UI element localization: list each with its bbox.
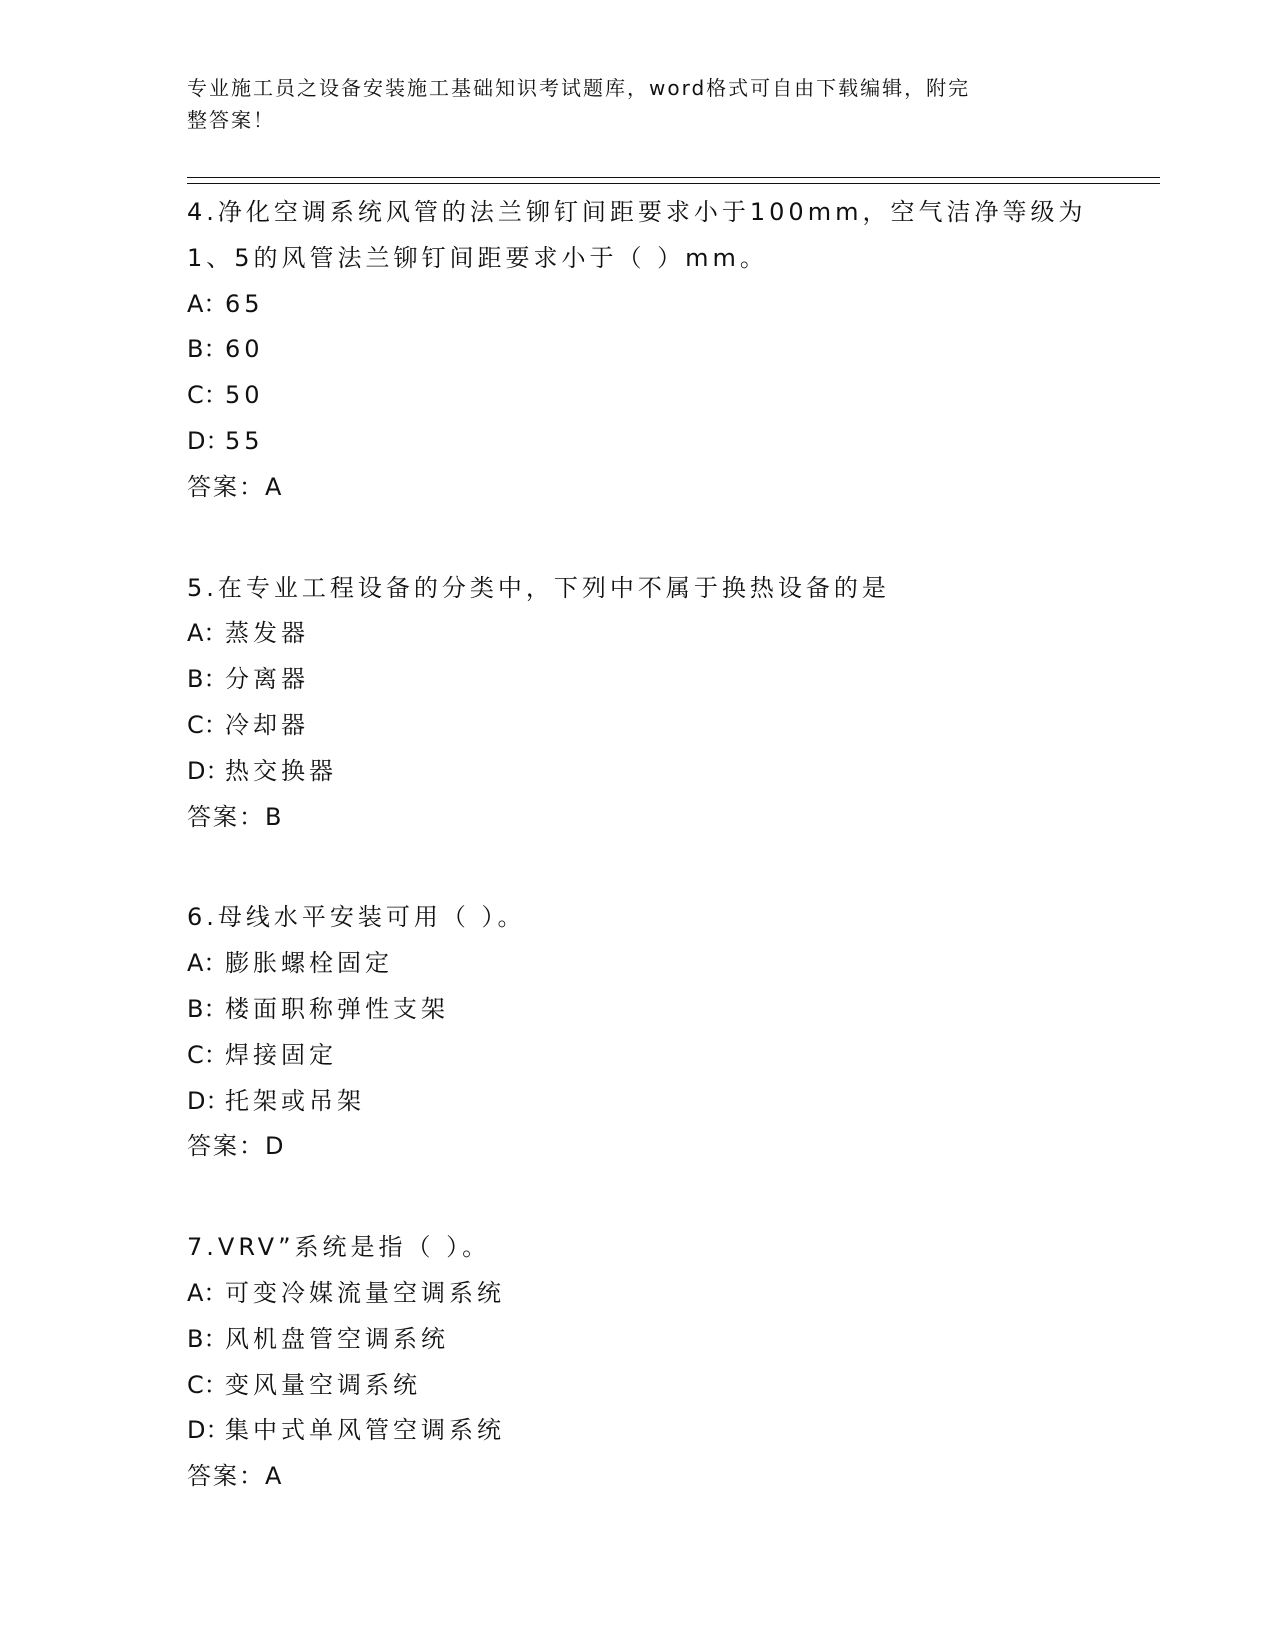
option-a <box>187 611 1147 657</box>
header-line-1: 专业施工员之设备安装施工基础知识考试题库，word格式可自由下载编辑，附完 <box>187 76 971 100</box>
option-text: 膨胀螺栓固定 <box>225 949 393 978</box>
option-d <box>187 419 1147 465</box>
option-a <box>187 941 1147 987</box>
option-d <box>187 1408 1147 1454</box>
option-text: 热交换器 <box>225 756 337 785</box>
answer-label: 答案： <box>187 472 265 501</box>
option-a <box>187 282 1147 328</box>
option-text: 可变冷媒流量空调系统 <box>225 1278 505 1307</box>
answer-value: A <box>265 1462 284 1491</box>
option-c <box>187 1363 1147 1409</box>
answer-line <box>187 1124 1147 1170</box>
option-text: 焊接固定 <box>225 1040 337 1069</box>
option-letter: A： <box>187 949 228 978</box>
option-letter: D： <box>187 1086 230 1115</box>
option-text: 楼面职称弹性支架 <box>225 994 449 1023</box>
answer-value: D <box>265 1132 286 1161</box>
option-letter: A： <box>187 619 228 648</box>
question-5 <box>187 566 1147 841</box>
answer-label: 答案： <box>187 1462 265 1491</box>
question-7 <box>187 1225 1147 1500</box>
answer-line <box>187 465 1147 511</box>
option-b <box>187 987 1147 1033</box>
option-text: 蒸发器 <box>225 619 309 648</box>
header-line-2: 整答案！ <box>187 108 275 132</box>
question-4 <box>187 190 1147 511</box>
option-a <box>187 1271 1147 1317</box>
header-divider-bottom <box>187 183 1160 184</box>
option-letter: C： <box>187 1040 228 1069</box>
answer-label: 答案： <box>187 1132 265 1161</box>
option-letter: C： <box>187 381 228 410</box>
option-text: 变风量空调系统 <box>225 1370 421 1399</box>
option-letter: B： <box>187 1324 228 1353</box>
answer-value: A <box>265 472 284 501</box>
answer-value: B <box>265 802 284 831</box>
question-stem-continued: 1、5的风管法兰铆钉间距要求小于（ ）mm。 <box>187 243 768 272</box>
option-c <box>187 1033 1147 1079</box>
option-text: 集中式单风管空调系统 <box>225 1416 505 1445</box>
option-d <box>187 749 1147 795</box>
option-letter: B： <box>187 994 228 1023</box>
option-b <box>187 657 1147 703</box>
question-list <box>187 190 1147 1555</box>
question-stem: 7.VRV”系统是指（ ）。 <box>187 1233 491 1262</box>
option-text: 50 <box>225 381 264 410</box>
option-text: 托架或吊架 <box>225 1086 365 1115</box>
option-c <box>187 373 1147 419</box>
option-letter: A： <box>187 289 228 318</box>
header-divider-top <box>187 177 1160 178</box>
option-b <box>187 327 1147 373</box>
option-d <box>187 1079 1147 1125</box>
question-stem: 6.母线水平安装可用（ ）。 <box>187 903 526 932</box>
option-letter: D： <box>187 756 230 785</box>
option-text: 65 <box>225 289 264 318</box>
option-letter: B： <box>187 335 228 364</box>
answer-label: 答案： <box>187 802 265 831</box>
option-letter: B： <box>187 665 228 694</box>
option-text: 分离器 <box>225 665 309 694</box>
option-text: 风机盘管空调系统 <box>225 1324 449 1353</box>
option-text: 冷却器 <box>225 710 309 739</box>
option-letter: D： <box>187 1416 230 1445</box>
option-letter: C： <box>187 710 228 739</box>
question-stem: 5.在专业工程设备的分类中，下列中不属于换热设备的是 <box>187 573 890 602</box>
answer-line <box>187 795 1147 841</box>
option-b <box>187 1317 1147 1363</box>
option-letter: D： <box>187 426 230 455</box>
answer-line <box>187 1454 1147 1500</box>
document-header <box>187 72 1087 136</box>
option-letter: C： <box>187 1370 228 1399</box>
option-text: 60 <box>225 335 264 364</box>
question-6 <box>187 895 1147 1170</box>
option-text: 55 <box>225 426 264 455</box>
question-stem: 4.净化空调系统风管的法兰铆钉间距要求小于100mm，空气洁净等级为 <box>187 198 1087 226</box>
option-letter: A： <box>187 1278 228 1307</box>
option-c <box>187 703 1147 749</box>
